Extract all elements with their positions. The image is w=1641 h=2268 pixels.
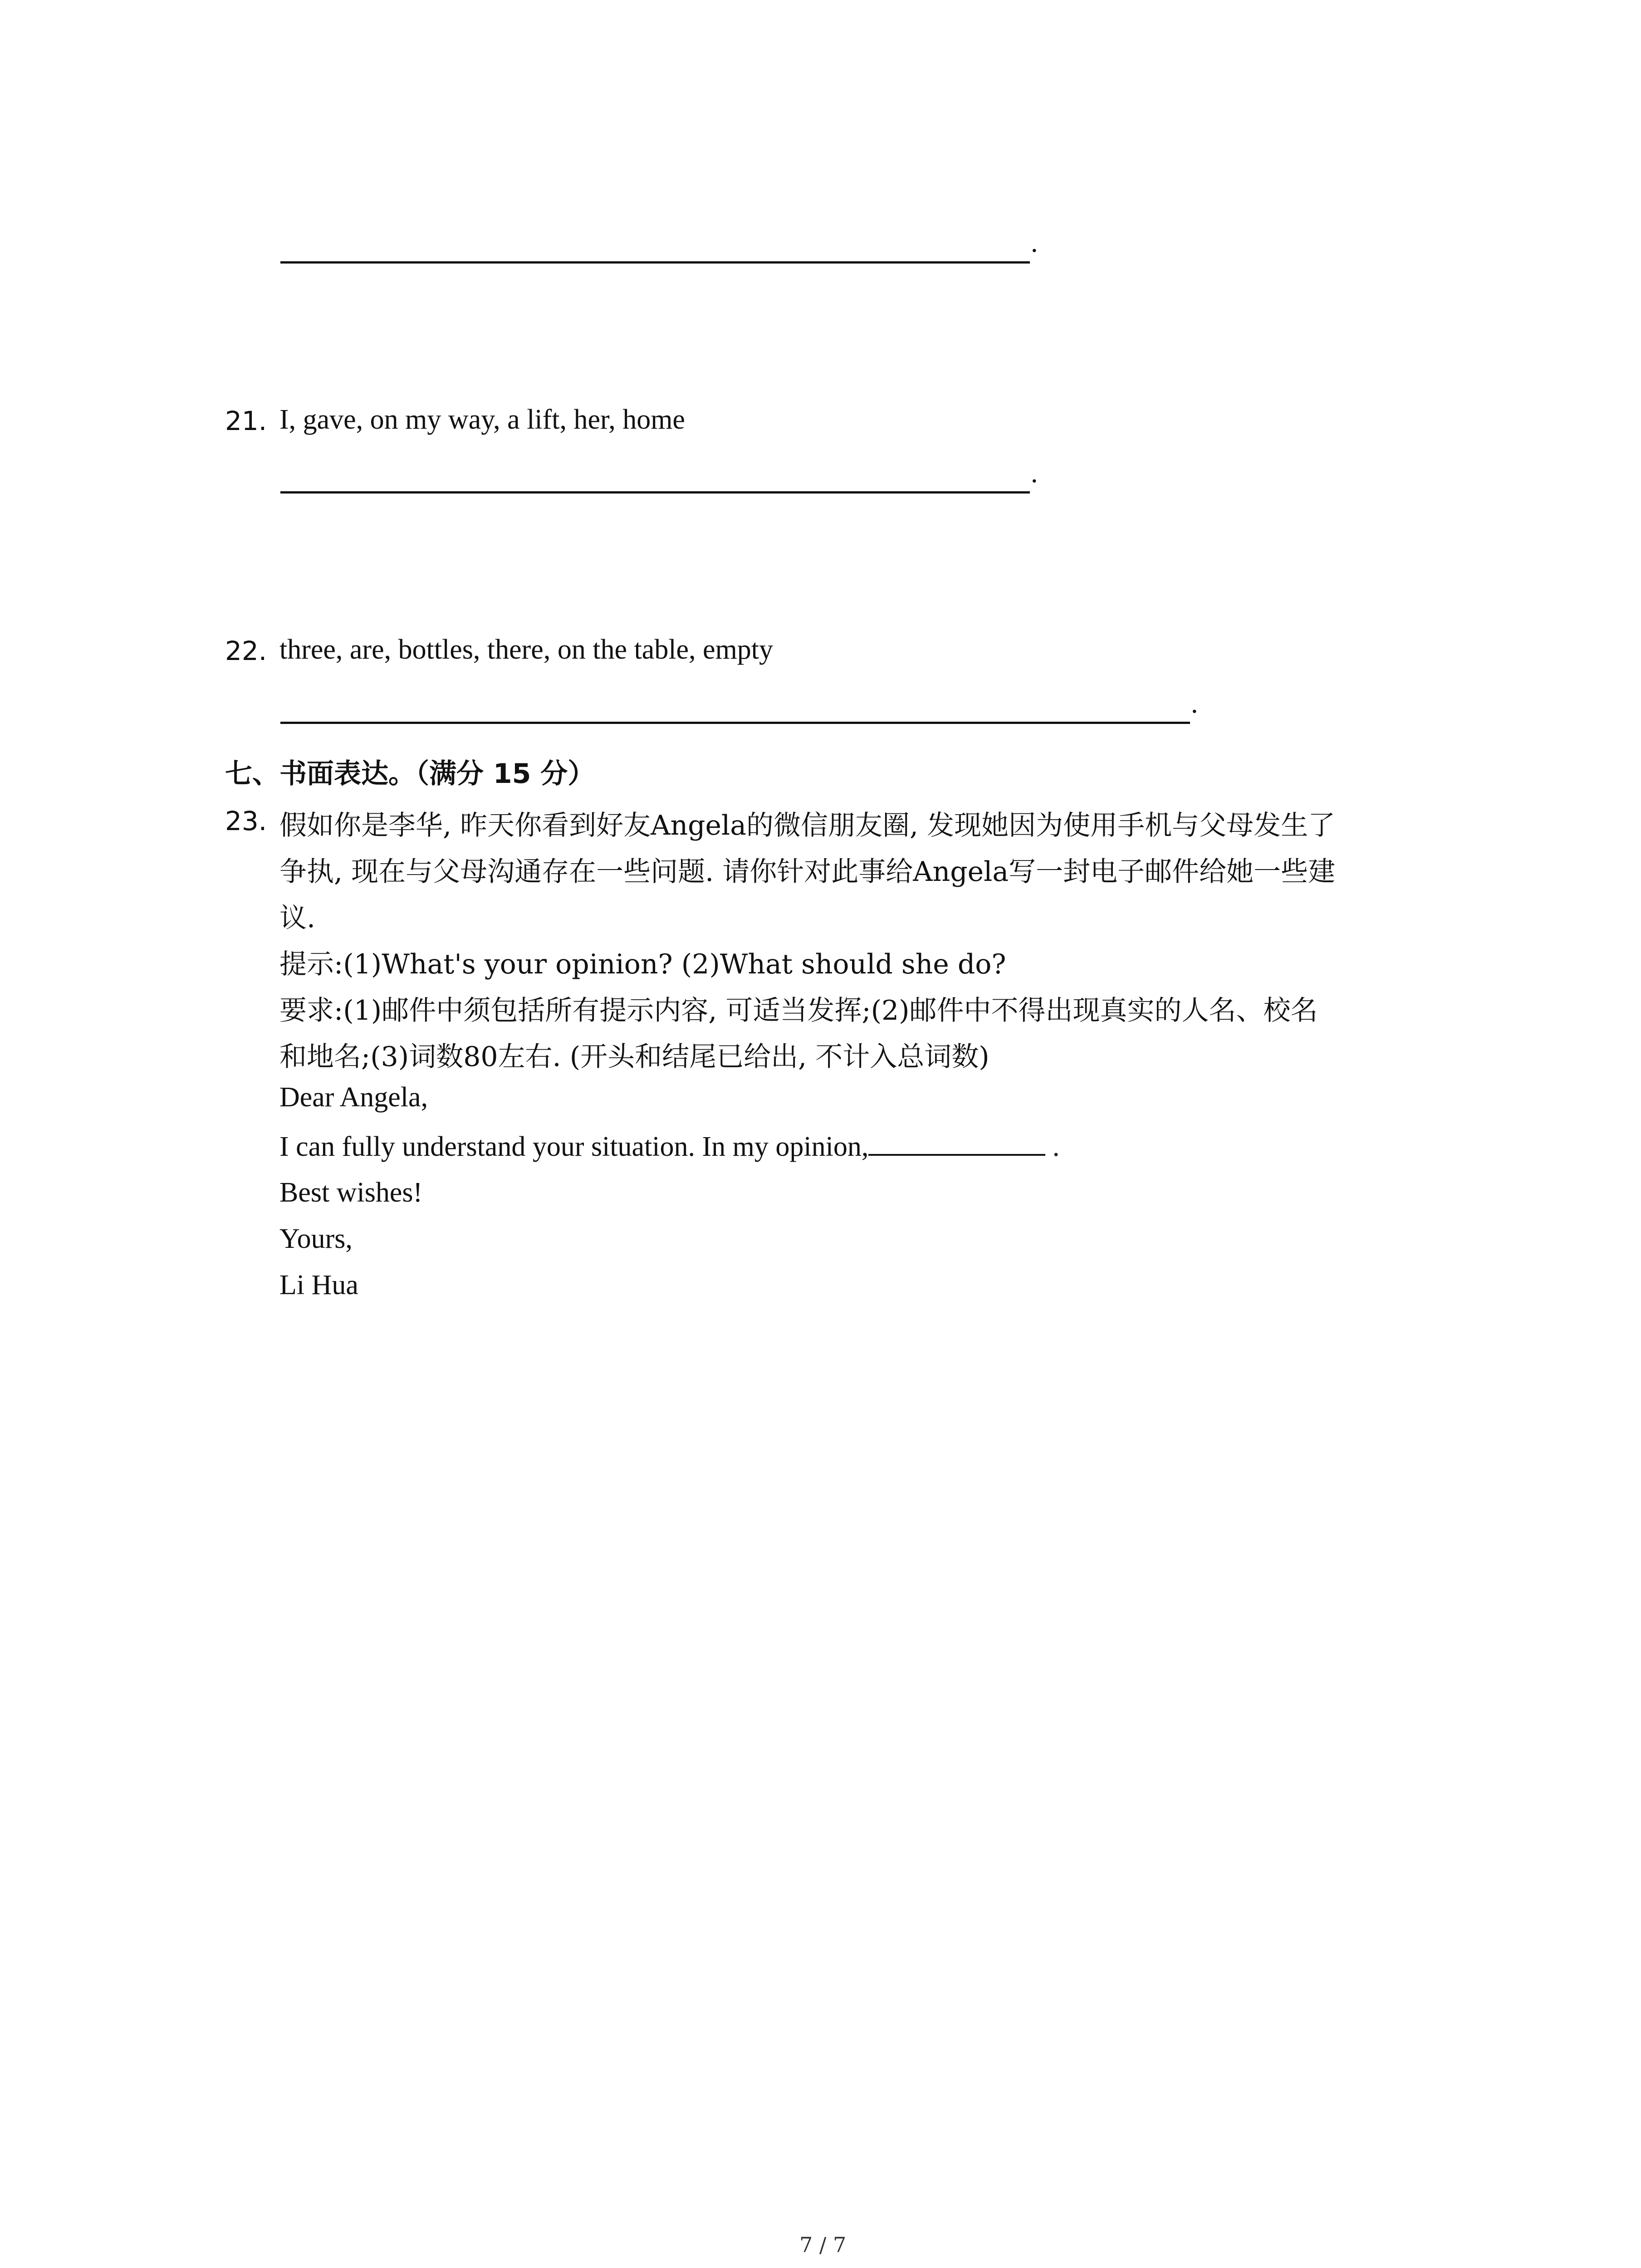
- answer-line-q21[interactable]: [280, 491, 1030, 494]
- question-number-22: 22.: [225, 635, 267, 666]
- letter-closing-yours: Yours,: [279, 1223, 353, 1254]
- requirement-line-1: 要求:(1)邮件中须包括所有提示内容, 可适当发挥;(2)邮件中不得出现真实的人名、校名: [279, 995, 1318, 1026]
- writing-blank[interactable]: [868, 1130, 1045, 1156]
- letter-body-end: .: [1052, 1131, 1060, 1162]
- requirement-line-2: 和地名;(3)词数80左右. (开头和结尾已给出, 不计入总词数): [279, 1041, 989, 1073]
- page-number: 7 / 7: [799, 2233, 847, 2257]
- letter-body: [279, 1130, 1059, 1163]
- answer-period-q22: .: [1191, 688, 1198, 719]
- letter-greeting: Dear Angela,: [279, 1082, 428, 1113]
- letter-signature: Li Hua: [279, 1270, 358, 1300]
- answer-period-q21: .: [1031, 458, 1038, 489]
- question-21-words: I, gave, on my way, a lift, her, home: [279, 404, 685, 435]
- section-heading: 七、书面表达。（满分 15 分）: [225, 758, 595, 790]
- letter-body-text: I can fully understand your situation. In my opinion,: [279, 1131, 869, 1162]
- question-22-words: three, are, bottles, there, on the table, empty: [279, 634, 774, 665]
- prompt-line-3: 议.: [279, 902, 316, 934]
- hint-text: 提示:(1)What's your opinion? (2)What should she do?: [279, 948, 1006, 980]
- answer-period-q20: .: [1031, 227, 1038, 258]
- prompt-line-2: 争执, 现在与父母沟通存在一些问题. 请你针对此事给Angela写一封电子邮件给她一些建: [279, 856, 1336, 888]
- answer-line-q22[interactable]: [280, 722, 1190, 724]
- prompt-line-1: 假如你是李华, 昨天你看到好友Angela的微信朋友圈, 发现她因为使用手机与父母发生了: [279, 810, 1336, 841]
- letter-closing-wishes: Best wishes!: [279, 1177, 423, 1208]
- question-number-21: 21.: [225, 406, 267, 436]
- answer-line-q20[interactable]: [280, 261, 1030, 264]
- question-number-23: 23.: [225, 806, 267, 836]
